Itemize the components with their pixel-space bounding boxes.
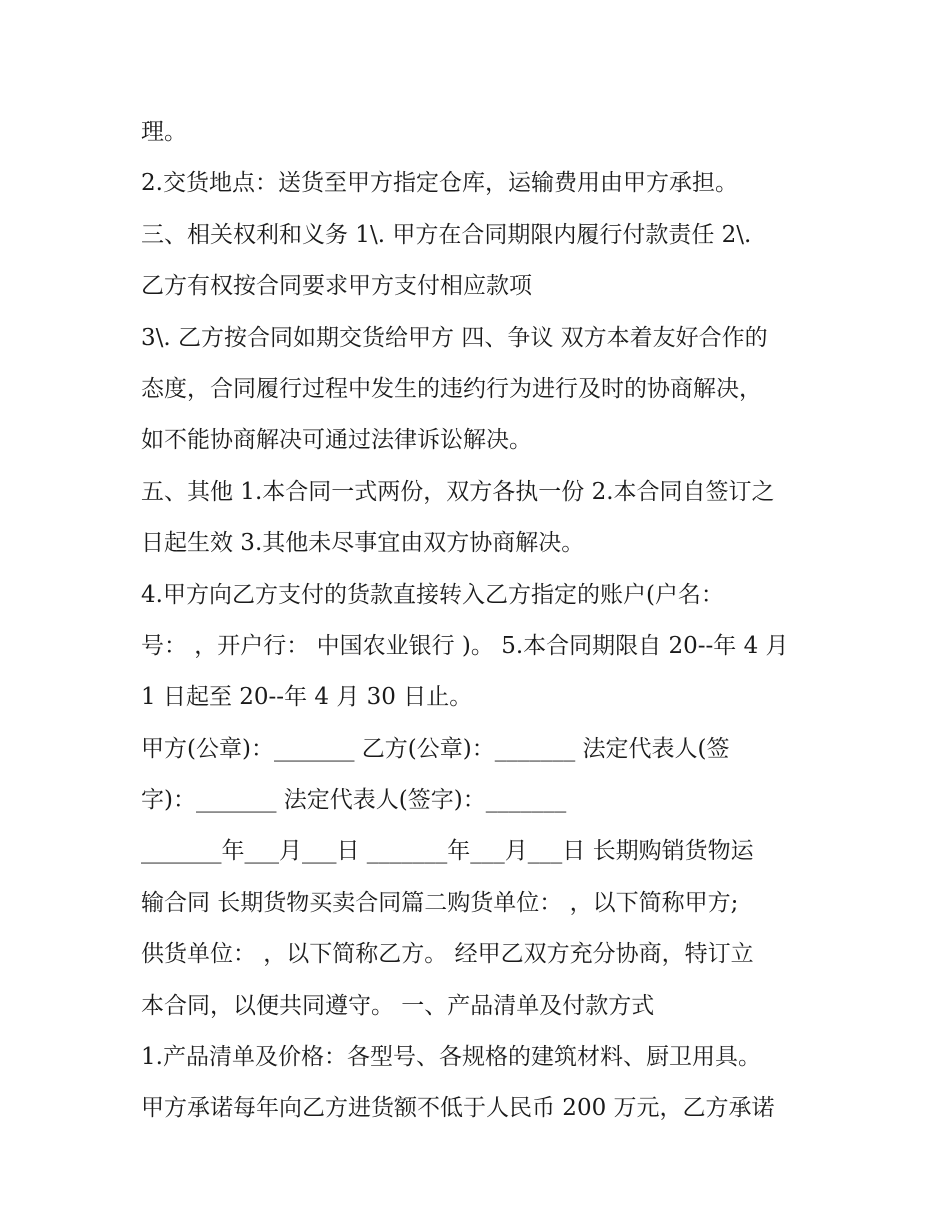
text-line: 本合同，以便共同遵守。 一、产品清单及付款方式 [141, 992, 655, 1019]
text-line: 4.甲方向乙方支付的货款直接转入乙方指定的账户(户名： [141, 581, 724, 608]
text-line: _______年___月___日 _______年___月___日 长期购销货物运 [141, 838, 754, 865]
text-line: 3\. 乙方按合同如期交货给甲方 四、争议 双方本着友好合作的 [141, 324, 768, 351]
text-line: 1 日起至 20--年 4 月 30 日止。 [141, 684, 473, 711]
text-line: 日起生效 3.其他未尽事宜由双方协商解决。 [141, 530, 585, 557]
text-line: 号： ，开户行： 中国农业银行 )。 5.本合同期限自 20--年 4 月 [141, 632, 789, 659]
text-line: 如不能协商解决可通过法律诉讼解决。 [141, 427, 532, 454]
text-line: 2.交货地点：送货至甲方指定仓库，运输费用由甲方承担。 [141, 170, 738, 197]
text-line: 1.产品清单及价格：各型号、各规格的建筑材料、厨卫用具。 [141, 1044, 761, 1071]
text-line: 甲方(公章)：_______ 乙方(公章)：_______ 法定代表人(签 [141, 735, 730, 762]
text-line: 理。 [141, 119, 187, 145]
document-body [141, 107, 821, 1135]
text-line: 态度，合同履行过程中发生的违约行为进行及时的协商解决， [141, 375, 762, 402]
text-line: 供货单位： ，以下简称乙方。 经甲乙双方充分协商，特订立 [141, 941, 754, 968]
text-line: 乙方有权按合同要求甲方支付相应款项 [141, 273, 532, 300]
text-line: 五、其他 1.本合同一式两份，双方各执一份 2.本合同自签订之 [141, 478, 775, 505]
text-line: 输合同 长期货物买卖合同篇二购货单位： ，以下简称甲方; [141, 889, 739, 916]
text-line: 三、相关权利和义务 1\. 甲方在合同期限内履行付款责任 2\. [141, 221, 752, 248]
text-line: 字)：_______ 法定代表人(签字)：_______ [141, 787, 567, 814]
text-line: 甲方承诺每年向乙方进货额不低于人民币 200 万元，乙方承诺 [141, 1095, 775, 1122]
